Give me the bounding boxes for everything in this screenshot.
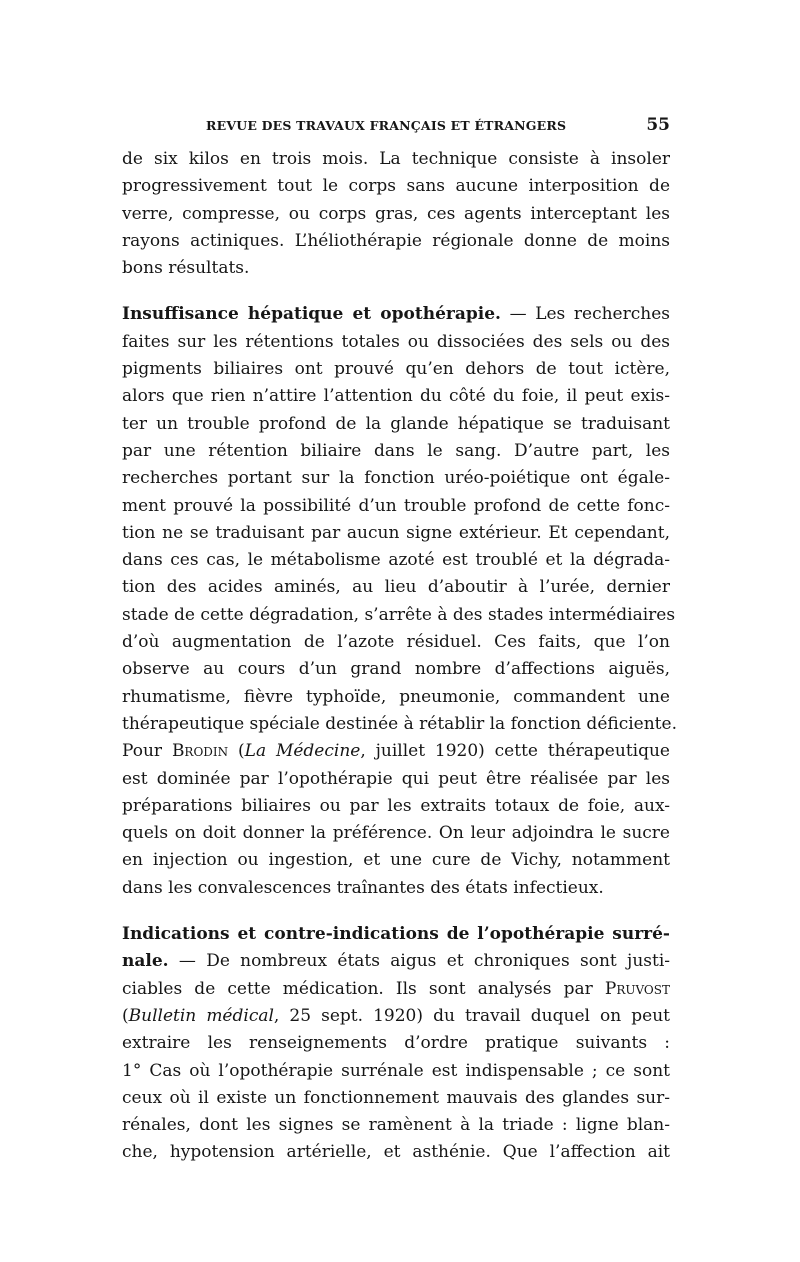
text-line: d’où augmentation de l’azote résiduel. Ces faits, que l’on <box>122 632 670 653</box>
text-line: observe au cours d’un grand nombre d’affections aiguës, <box>122 659 670 680</box>
text-line: pigments biliaires ont prouvé qu’en dehors de tout ictère, <box>122 359 670 380</box>
text-line <box>122 976 670 1003</box>
paren-open: ( <box>228 741 245 762</box>
text-line: 1° Cas où l’opothérapie surrénale est indispensable ; ce sont <box>122 1060 670 1081</box>
section-hepatic-insufficiency <box>122 301 677 902</box>
section-adrenal-opotherapy <box>122 921 670 1167</box>
text-line: bons résultats. <box>122 258 250 279</box>
ref-post: , 25 sept. 1920) du travail duquel on peut <box>273 1005 671 1026</box>
text-line: ment prouvé la possibilité d’un trouble profond de cette fonc- <box>122 495 670 516</box>
line-pre: ciables de cette médication. Ils sont analysés par <box>122 978 605 999</box>
running-head <box>122 112 670 138</box>
text-line: extraire les renseignements d’ordre pratique suivants : <box>122 1033 670 1054</box>
journal-title: Bulletin médical <box>128 1005 274 1026</box>
intro-paragraph <box>122 146 670 282</box>
ref-post: , juillet 1920) cette thérapeutique <box>360 741 670 762</box>
dash: — <box>500 304 536 325</box>
text-line: rhumatisme, fièvre typhoïde, pneumonie, commandent une <box>122 686 670 707</box>
text-line: de six kilos en trois mois. La technique consiste à insoler <box>122 149 670 169</box>
text-line: verre, compresse, ou corps gras, ces agents interceptant les <box>122 203 670 224</box>
text-line: en injection ou ingestion, et une cure de Vichy, notamment <box>122 850 670 871</box>
text-line: progressivement tout le corps sans aucune interposition de <box>122 176 670 197</box>
author-name: Pruvost <box>604 978 670 999</box>
text-line: dans ces cas, le métabolisme azoté est troublé et la dégrada- <box>122 550 670 571</box>
author-name: Brodin <box>171 741 229 762</box>
text-line: thérapeutique spéciale destinée à rétablir la fonction déficiente. <box>122 713 677 734</box>
journal-title: La Médecine <box>244 741 361 762</box>
dash: — <box>168 951 207 972</box>
text-line: ceux où il existe un fonctionnement mauvais des glandes sur- <box>122 1087 670 1108</box>
text-line <box>122 301 670 328</box>
text-line: alors que rien n’attire l’attention du côté du foie, il peut exis- <box>122 386 670 407</box>
text-line: rénales, dont les signes se ramènent à la triade : ligne blan- <box>122 1115 670 1136</box>
page-number: 55 <box>646 115 670 135</box>
running-title: REVUE DES TRAVAUX FRANÇAIS ET ÉTRANGERS <box>206 118 567 133</box>
text-line: rayons actiniques. L’héliothérapie régionale donne de moins <box>122 230 670 251</box>
text-line: stade de cette dégradation, s’arrête à des stades intermédiaires <box>122 604 676 625</box>
text-line <box>122 948 670 975</box>
book-page <box>122 112 677 1167</box>
ref-pre: Pour <box>122 741 172 762</box>
text-line <box>122 1003 670 1030</box>
text-line <box>122 738 670 765</box>
section-heading-cont: nale. <box>122 951 169 972</box>
text-line: ter un trouble profond de la glande hépatique se traduisant <box>122 413 670 434</box>
section-heading: Insuffisance hépatique et opothérapie. <box>122 304 501 325</box>
text-line: préparations biliaires ou par les extraits totaux de foie, aux- <box>122 795 670 816</box>
text-line: quels on doit donner la préférence. On leur adjoindra le sucre <box>122 823 670 844</box>
paren-open: ( <box>122 1005 129 1026</box>
section-heading: Indications et contre-indications de l’opothérapie surré- <box>122 924 670 945</box>
text-line: tion des acides aminés, au lieu d’aboutir à l’urée, dernier <box>122 577 670 598</box>
text-line: dans les convalescences traînantes des états infectieux. <box>122 877 604 898</box>
line-rest: De nombreux états aigus et chroniques sont justi- <box>206 951 671 972</box>
text-line: est dominée par l’opothérapie qui peut être réalisée par les <box>122 768 670 789</box>
text-line: tion ne se traduisant par aucun signe extérieur. Et cependant, <box>122 522 670 543</box>
text-line: che, hypotension artérielle, et asthénie. Que l’affection ait <box>122 1142 670 1163</box>
text-line: recherches portant sur la fonction uréo-poiétique ont égale- <box>122 468 670 489</box>
line-rest: Les recherches <box>535 304 670 325</box>
text-line: faites sur les rétentions totales ou dissociées des sels ou des <box>122 331 670 352</box>
text-line: par une rétention biliaire dans le sang. D’autre part, les <box>122 440 670 461</box>
